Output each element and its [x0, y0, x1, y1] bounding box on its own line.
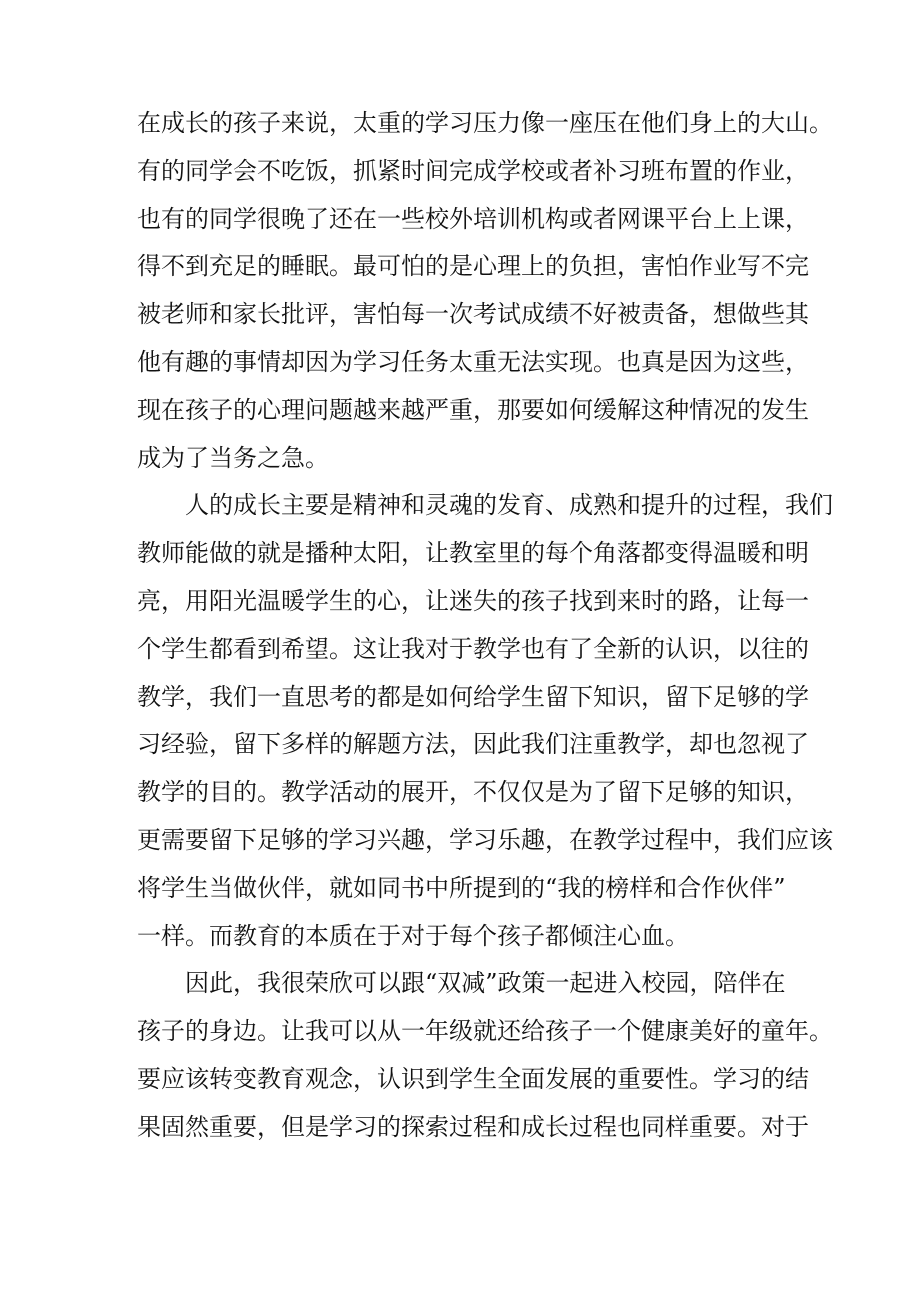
- text-line: 果固然重要，但是学习的探索过程和成长过程也同样重要。对于: [137, 1112, 809, 1141]
- text-line: 也有的同学很晚了还在一些校外培训机构或者网课平台上上课，: [137, 204, 809, 233]
- text-line: 更需要留下足够的学习兴趣，学习乐趣，在教学过程中，我们应该: [137, 825, 833, 854]
- text-line: 在成长的孩子来说，太重的学习压力像一座压在他们身上的大山。: [137, 109, 833, 137]
- text-line: 他有趣的事情却因为学习任务太重无法实现。也真是因为这些，: [137, 347, 809, 376]
- text-line: 要应该转变教育观念，认识到学生全面发展的重要性。学习的结: [137, 1064, 809, 1093]
- text-line: 将学生当做伙伴，就如同书中所提到的“我的榜样和合作伙伴”: [137, 873, 786, 902]
- text-line: 一样。而教育的本质在于对于每个孩子都倾注心血。: [137, 921, 689, 950]
- text-line: 成为了当务之急。: [137, 443, 329, 472]
- body-text: [137, 100, 833, 1152]
- paragraph-first-line: 因此，我很荣欣可以跟“双减”政策一起进入校园，陪伴在: [185, 969, 786, 998]
- text-line: 习经验，留下多样的解题方法，因此我们注重教学，却也忽视了: [137, 730, 809, 759]
- text-line: 教学，我们一直思考的都是如何给学生留下知识，留下足够的学: [137, 682, 809, 711]
- text-line: 亮，用阳光温暖学生的心，让迷失的孩子找到来时的路，让每一: [137, 586, 809, 615]
- text-line: 得不到充足的睡眠。最可怕的是心理上的负担，害怕作业写不完: [137, 252, 809, 281]
- text-line: 现在孩子的心理问题越来越严重，那要如何缓解这种情况的发生: [137, 395, 809, 424]
- text-line: 被老师和家长批评，害怕每一次考试成绩不好被责备，想做些其: [137, 300, 809, 329]
- paragraph-first-line: 人的成长主要是精神和灵魂的发育、成熟和提升的过程，我们: [185, 491, 833, 520]
- text-line: 有的同学会不吃饭，抓紧时间完成学校或者补习班布置的作业，: [137, 156, 809, 185]
- text-line: 教师能做的就是播种太阳，让教室里的每个角落都变得温暖和明: [137, 539, 809, 568]
- text-line: 个学生都看到希望。这让我对于教学也有了全新的认识，以往的: [137, 634, 809, 663]
- text-line: 教学的目的。教学活动的展开，不仅仅是为了留下足够的知识，: [137, 778, 809, 807]
- text-line: 孩子的身边。让我可以从一年级就还给孩子一个健康美好的童年。: [137, 1017, 833, 1046]
